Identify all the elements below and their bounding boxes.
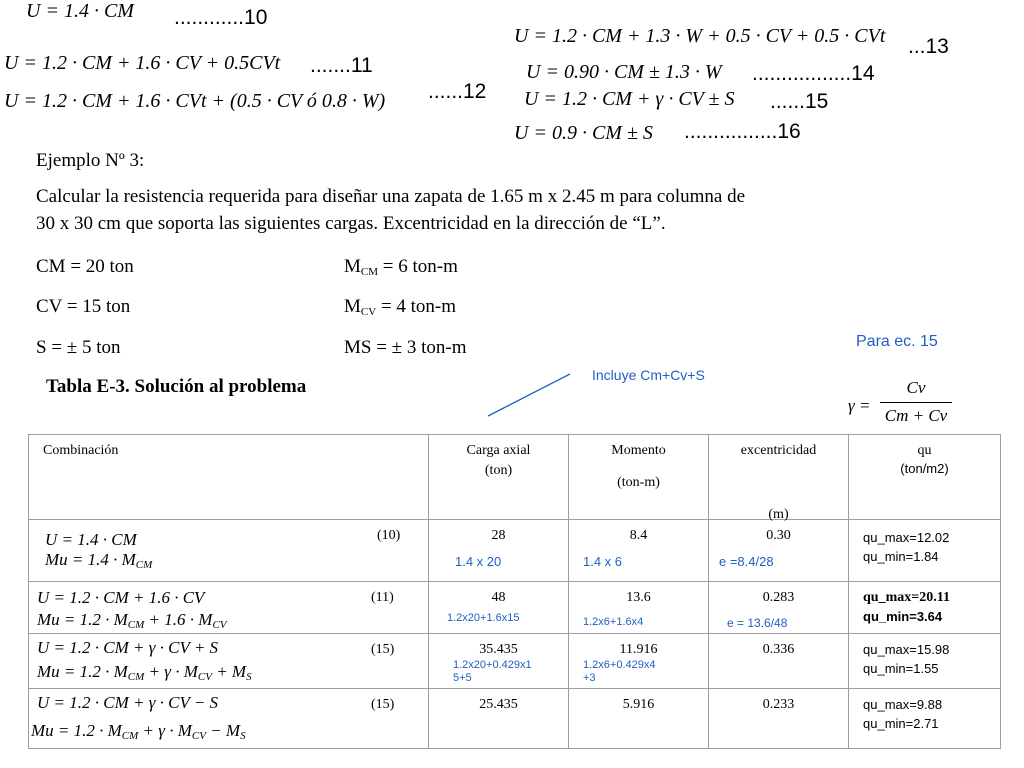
eq12-label: ......12 [428, 80, 487, 103]
header-carga-unit: (ton) [484, 463, 513, 478]
example-statement-line2: 30 x 30 cm que soporta las siguientes cargas. Excentricidad en la dirección de “L”. [36, 213, 666, 234]
row3-qu-max: qu_max=15.98 [863, 642, 950, 657]
load-s: S = ± 5 ton [36, 337, 121, 358]
table-row [29, 689, 1001, 749]
row1-ref: (10) [377, 528, 401, 543]
example-title: Ejemplo Nº 3: [36, 150, 145, 171]
header-momento-unit: (ton-m) [617, 475, 660, 490]
incluye-note: Incluye Cm+Cv+S [592, 367, 705, 383]
solution-table [28, 434, 1001, 749]
row4-momento: 5.916 [622, 697, 655, 712]
eq16-label: ................16 [684, 120, 801, 143]
load-cm: CM = 20 ton [36, 256, 134, 277]
row4-qu-min: qu_min=2.71 [863, 716, 939, 731]
row2-qu-max: qu_max=20.11 [863, 590, 950, 605]
row2-exc-note: e = 13.6/48 [727, 616, 788, 630]
load-cv: CV = 15 ton [36, 296, 131, 317]
row2-carga-note: 1.2x20+1.6x15 [447, 612, 520, 624]
gamma-fraction-bar [880, 402, 952, 403]
header-carga-axial: Carga axial [466, 443, 531, 458]
eq14-formula: U = 0.90 · CM ± 1.3 · W [526, 61, 722, 83]
table-row [29, 634, 1001, 689]
row4-exc: 0.233 [762, 697, 795, 712]
row3-momento: 11.916 [619, 642, 658, 657]
eq12-formula: U = 1.2 · CM + 1.6 · CVt + (0.5 · CV ó 0.8 · W) [4, 90, 386, 112]
row4-carga: 25.435 [479, 697, 518, 712]
row1-momento: 8.4 [629, 528, 648, 543]
row3-momento-note-1: 1.2x6+0.429x4 [583, 659, 656, 671]
row2-momento: 13.6 [626, 590, 651, 605]
row2-carga: 48 [491, 590, 506, 605]
header-excentricidad-unit: (m) [768, 507, 789, 522]
row1-eq-mu: $Mu = 1.4 \cdot M_{CM}$ [45, 550, 153, 571]
row1-qu-max: qu_max=12.02 [863, 530, 950, 545]
gamma-numerator: Cv [906, 378, 926, 397]
row2-eq-u: U = 1.2 · CM + 1.6 · CV [37, 588, 205, 607]
header-qu: qu [917, 443, 932, 458]
moment-cm: $M_{CM} = 6$ ton-m [344, 256, 458, 278]
moment-cv: $M_{CV} = 4$ ton-m [344, 296, 457, 318]
moment-s: MS = ± 3 ton-m [344, 337, 467, 358]
row2-ref: (11) [371, 590, 394, 605]
eq15-label: ......15 [770, 90, 829, 113]
gamma-denominator: Cm + Cv [884, 406, 948, 425]
row4-eq-u: U = 1.2 · CM + γ · CV − S [37, 693, 219, 712]
header-momento: Momento [611, 443, 666, 458]
row3-carga-note-1: 1.2x20+0.429x1 [453, 659, 532, 671]
row1-qu-min: qu_min=1.84 [863, 549, 939, 564]
para-ec-note: Para ec. 15 [856, 333, 938, 350]
row1-exc: 0.30 [766, 528, 791, 543]
eq13-formula: U = 1.2 · CM + 1.3 · W + 0.5 · CV + 0.5 · CVt [514, 25, 886, 47]
row4-eq-mu: $Mu = 1.2 \cdot M_{CM} + \gamma \cdot M_{CV} - M_S$ [31, 721, 246, 742]
header-excentricidad: excentricidad [740, 443, 817, 458]
eq13-label: ...13 [908, 35, 949, 58]
row3-qu-min: qu_min=1.55 [863, 661, 939, 676]
eq15-formula: U = 1.2 · CM + γ · CV ± S [524, 88, 735, 110]
table-title: Tabla E-3. Solución al problema [46, 376, 307, 397]
row3-carga-note-2: 5+5 [453, 672, 472, 684]
example-statement-line1: Calcular la resistencia requerida para diseñar una zapata de 1.65 m x 2.45 m para columna de [36, 186, 746, 207]
row1-momento-note: 1.4 x 6 [583, 554, 623, 569]
table-header-row [29, 435, 1001, 520]
row4-ref: (15) [371, 697, 395, 712]
row3-eq-mu: $Mu = 1.2 \cdot M_{CM} + \gamma \cdot M_{CV} + M_S$ [37, 662, 252, 683]
header-qu-unit: (ton/m2) [900, 461, 949, 476]
row3-ref: (15) [371, 642, 395, 657]
annotation-pointer-line [480, 368, 580, 420]
row1-carga-note: 1.4 x 20 [455, 554, 502, 569]
gamma-lhs: γ = [848, 396, 871, 415]
eq11-formula: U = 1.2 · CM + 1.6 · CV + 0.5CVt [4, 52, 281, 74]
row1-carga: 28 [491, 528, 506, 543]
table-row [29, 582, 1001, 634]
row1-exc-note: e =8.4/28 [719, 554, 774, 569]
row1-eq-u: U = 1.4 · CM [45, 530, 137, 549]
row2-eq-mu: $Mu = 1.2 \cdot M_{CM} + 1.6 \cdot M_{CV}$ [37, 610, 227, 631]
header-combinacion: Combinación [43, 443, 119, 458]
row3-momento-note-2: +3 [583, 672, 596, 684]
row2-momento-note: 1.2x6+1.6x4 [583, 616, 644, 628]
row3-eq-u: U = 1.2 · CM + γ · CV + S [37, 638, 219, 657]
eq16-formula: U = 0.9 · CM ± S [514, 122, 653, 144]
table-row [29, 520, 1001, 582]
row2-exc: 0.283 [762, 590, 795, 605]
row3-exc: 0.336 [762, 642, 795, 657]
row4-qu-max: qu_max=9.88 [863, 697, 943, 712]
row3-carga: 35.435 [479, 642, 518, 657]
eq10-label: ............10 [174, 6, 268, 29]
row2-qu-min: qu_min=3.64 [863, 609, 943, 624]
eq11-label: .......11 [310, 54, 373, 77]
eq10-formula: U = 1.4 · CM [26, 0, 134, 22]
eq14-label: .................14 [752, 62, 875, 85]
